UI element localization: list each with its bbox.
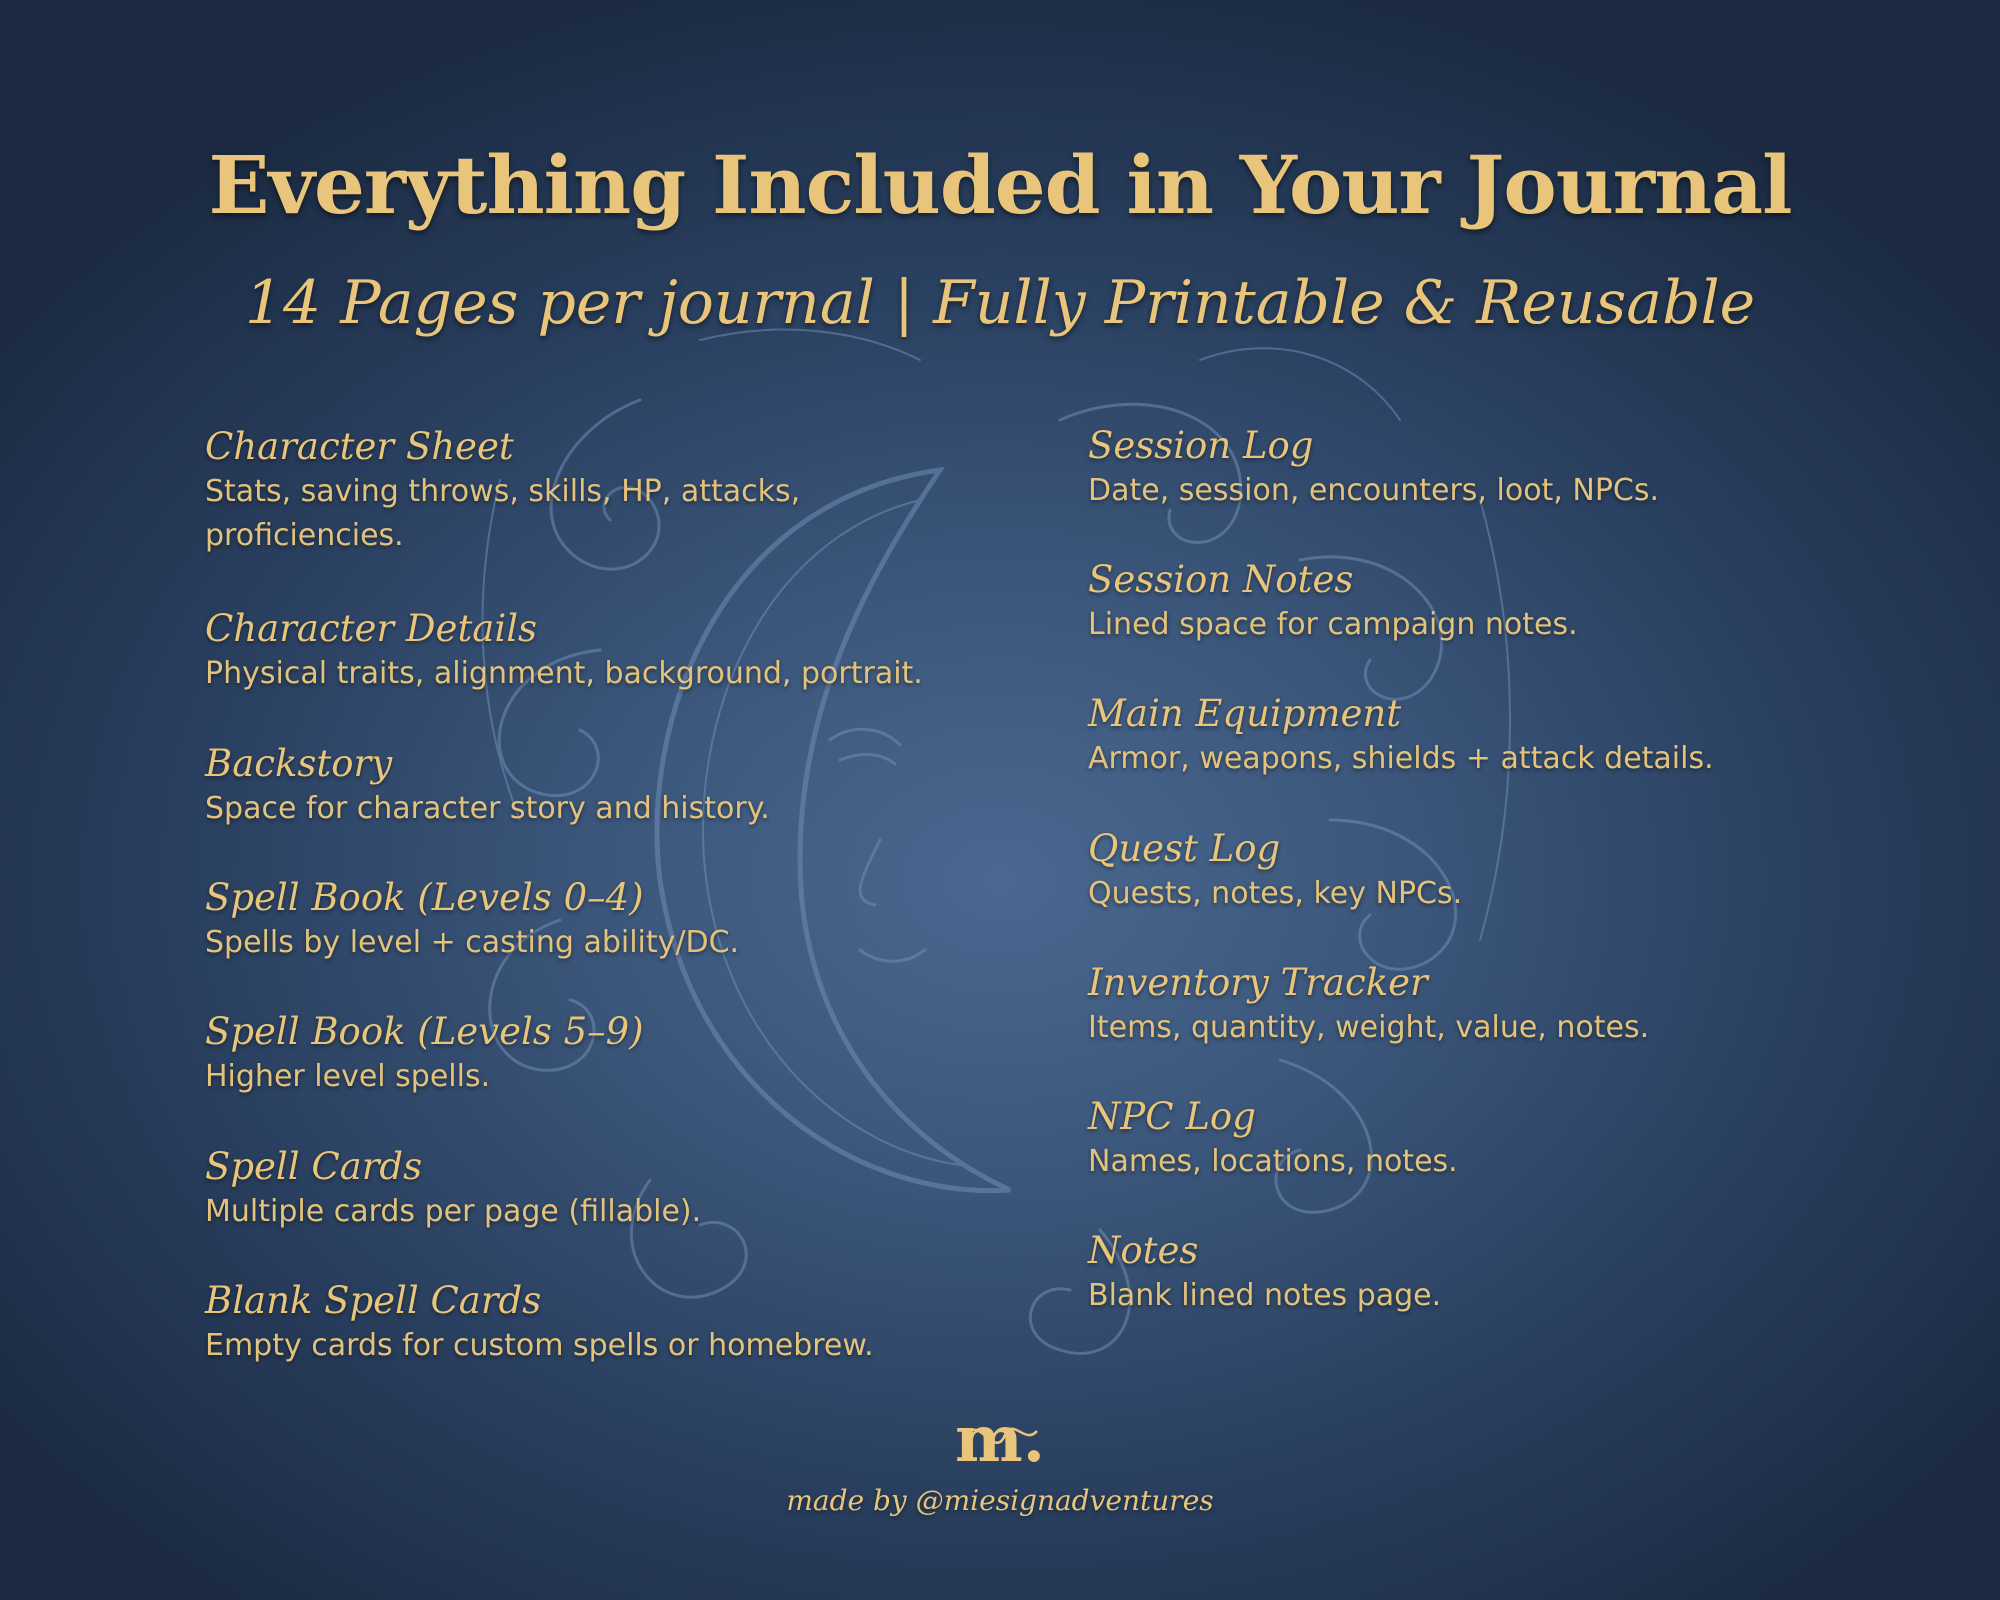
item-title: Character Details	[205, 607, 538, 650]
list-item-backstory	[205, 741, 1025, 831]
item-description: Blank lined notes page.	[1088, 1278, 1442, 1313]
item-description: Spells by level + casting ability/DC.	[205, 925, 740, 960]
page-subtitle: 14 Pages per journal | Fully Printable & Reusable	[244, 268, 1756, 338]
brand-logo	[0, 1405, 2000, 1479]
list-item-spell-book-0-4	[205, 875, 1025, 965]
list-item-quest-log	[1088, 826, 1908, 916]
item-title: Session Notes	[1088, 558, 1354, 601]
item-title: Session Log	[1088, 424, 1314, 467]
list-item-spell-cards	[205, 1144, 1025, 1234]
item-description: Date, session, encounters, loot, NPCs.	[1088, 473, 1660, 508]
item-title: Backstory	[205, 742, 393, 785]
list-item-blank-spell-cards	[205, 1278, 1025, 1368]
item-title: Notes	[1088, 1229, 1199, 1272]
item-title: Spell Book (Levels 5–9)	[205, 1010, 644, 1053]
item-description: Space for character story and history.	[205, 791, 770, 826]
item-description: Lined space for campaign notes.	[1088, 607, 1578, 642]
credit-line: made by @miesignadventures	[786, 1484, 1214, 1517]
item-description: Names, locations, notes.	[1088, 1144, 1458, 1179]
list-item-notes	[1088, 1228, 1908, 1318]
list-item-spell-book-5-9	[205, 1009, 1025, 1099]
item-description: Items, quantity, weight, value, notes.	[1088, 1010, 1650, 1045]
item-description: Armor, weapons, shields + attack details.	[1088, 741, 1714, 776]
list-item-session-log	[1088, 423, 1908, 513]
logo-mark-icon	[945, 1405, 1055, 1475]
list-item-session-notes	[1088, 557, 1908, 647]
item-description: Physical traits, alignment, background, portrait.	[205, 656, 923, 691]
svg-text:m.: m.	[955, 1405, 1045, 1475]
list-item-npc-log	[1088, 1094, 1908, 1184]
item-title: Main Equipment	[1088, 692, 1402, 735]
item-title: Inventory Tracker	[1088, 961, 1428, 1004]
item-title: Character Sheet	[205, 425, 514, 468]
list-item-character-sheet	[205, 424, 1025, 558]
item-title: Spell Cards	[205, 1145, 423, 1188]
item-title: NPC Log	[1088, 1095, 1256, 1138]
item-description: Higher level spells.	[205, 1059, 491, 1094]
item-title: Quest Log	[1088, 827, 1281, 870]
item-title: Blank Spell Cards	[205, 1279, 542, 1322]
item-title: Spell Book (Levels 0–4)	[205, 876, 644, 919]
item-description: Multiple cards per page (fillable).	[205, 1194, 702, 1229]
list-item-main-equipment	[1088, 691, 1908, 781]
page-title: Everything Included in Your Journal	[208, 138, 1792, 232]
list-item-character-details	[205, 606, 1025, 696]
item-description: Quests, notes, key NPCs.	[1088, 876, 1463, 911]
item-description: Stats, saving throws, skills, HP, attacks, proficiencies.	[205, 474, 801, 553]
list-item-inventory-tracker	[1088, 960, 1908, 1050]
item-description: Empty cards for custom spells or homebrew.	[205, 1328, 874, 1363]
